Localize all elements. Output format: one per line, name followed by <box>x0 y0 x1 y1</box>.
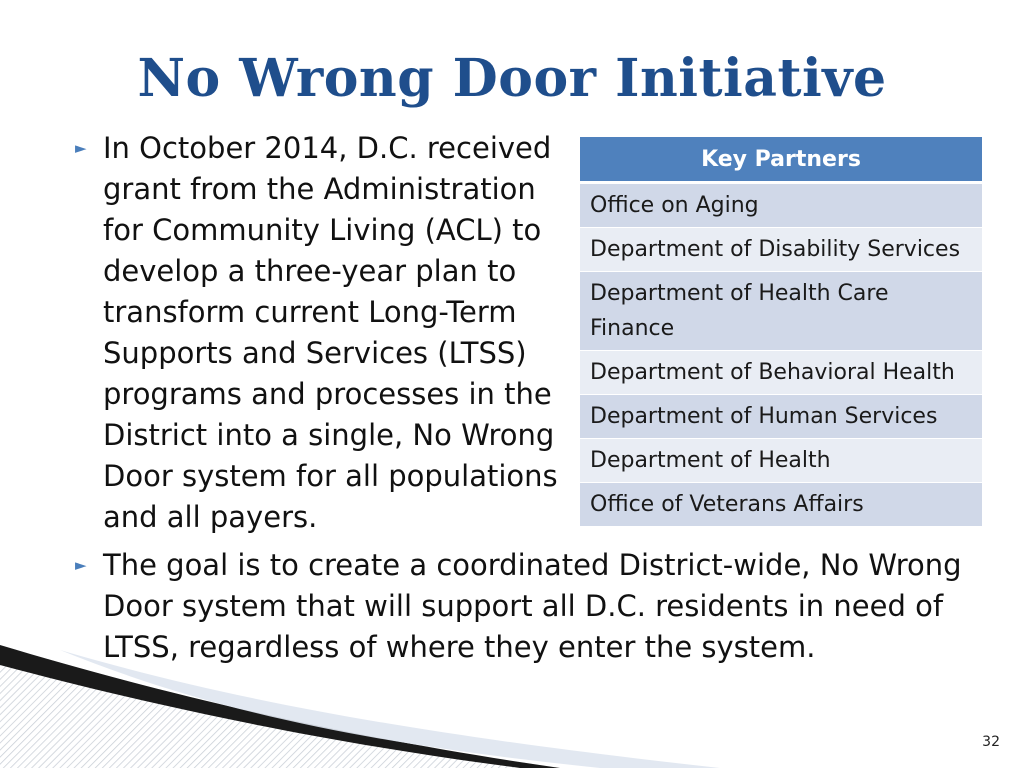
partner-cell: Department of Disability Services <box>580 228 982 272</box>
bullet-arrow-icon: ► <box>75 556 87 574</box>
bullet-item <box>75 128 573 538</box>
table-row <box>580 272 982 351</box>
slide-title: No Wrong Door Initiative <box>137 48 887 109</box>
partner-cell: Department of Human Services <box>580 395 982 439</box>
partner-cell: Department of Health Care Finance <box>580 272 982 351</box>
bullet-text: In October 2014, D.C. received grant from the Administration for Community Living (ACL) to develop a three-year plan to transform current Long-Term Supports and Services (LTSS) programs and processes in the District into a single, No Wrong Door system for all populations and all payers. <box>103 131 558 534</box>
bullet-text: The goal is to create a coordinated District-wide, No Wrong Door system that will support all D.C. residents in need of LTSS, regardless of where they enter the system. <box>103 548 962 664</box>
partner-cell: Department of Behavioral Health <box>580 351 982 395</box>
bullet-item <box>75 545 983 668</box>
partner-cell: Office of Veterans Affairs <box>580 483 982 527</box>
partner-cell: Office on Aging <box>580 183 982 228</box>
table-header: Key Partners <box>580 137 982 183</box>
table-row <box>580 483 982 527</box>
bullet-arrow-icon: ► <box>75 139 87 157</box>
table-row <box>580 439 982 483</box>
table-row <box>580 228 982 272</box>
table-row <box>580 183 982 228</box>
page-number: 32 <box>982 734 1000 750</box>
partner-cell: Department of Health <box>580 439 982 483</box>
table-row <box>580 351 982 395</box>
table-row <box>580 395 982 439</box>
key-partners-table <box>580 137 982 527</box>
